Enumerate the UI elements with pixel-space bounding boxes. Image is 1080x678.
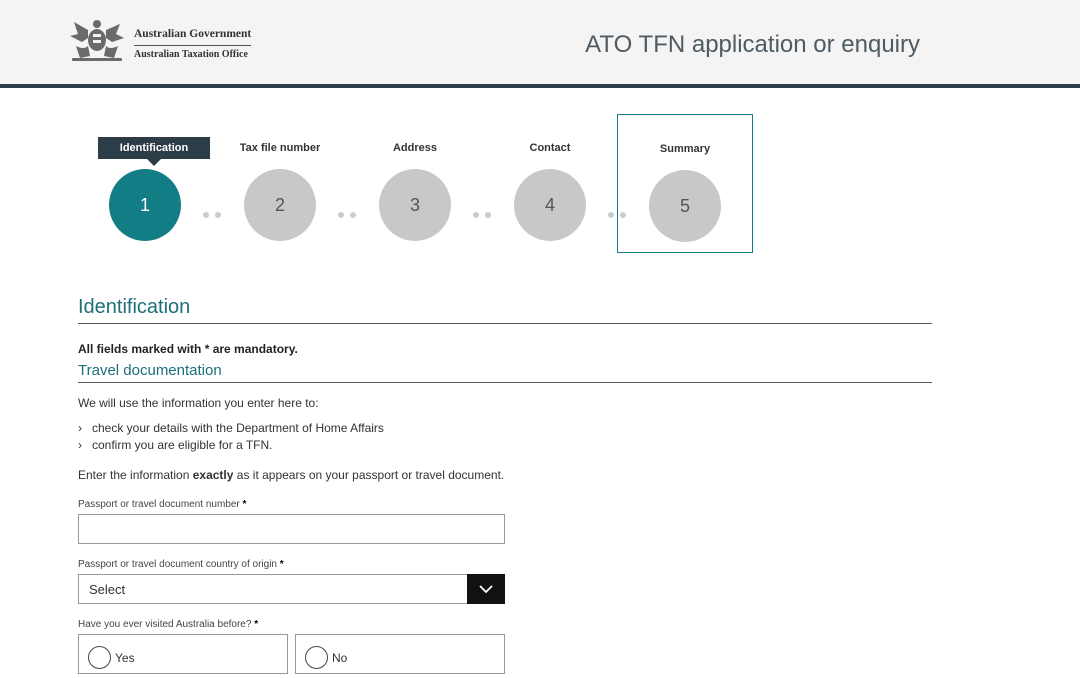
instruction-text: Enter the information <box>78 468 193 482</box>
select-dropdown-button[interactable] <box>467 574 505 604</box>
field-label-text: Passport or travel document number <box>78 499 240 510</box>
passport-number-label <box>78 499 932 510</box>
required-marker: * <box>254 619 259 630</box>
radio-label: Yes <box>115 651 135 665</box>
required-marker: * <box>242 499 247 510</box>
instruction-text: as it appears on your passport or travel document. <box>233 468 505 482</box>
chevron-right-icon: › <box>78 438 82 452</box>
radio-label: No <box>332 651 348 665</box>
mandatory-note: All fields marked with * are mandatory. <box>78 342 298 356</box>
logo-line-government: Australian Government <box>134 29 251 46</box>
intro-text: We will use the information you enter here to: <box>78 396 319 410</box>
progress-stepper <box>0 112 1080 262</box>
step-number: 1 <box>109 169 181 241</box>
country-label <box>78 559 932 570</box>
field-label-text: Have you ever visited Australia before? <box>78 619 252 630</box>
step-label: Summary <box>659 143 711 155</box>
form-content <box>78 296 932 674</box>
step-address[interactable] <box>347 112 483 252</box>
page-header <box>0 0 1080 88</box>
passport-number-input[interactable] <box>78 514 505 544</box>
radio-option-yes[interactable] <box>78 634 288 674</box>
coat-of-arms-icon <box>66 16 128 62</box>
subsection-title: Travel documentation <box>78 362 932 383</box>
list-item <box>78 420 932 437</box>
country-select[interactable] <box>78 574 505 604</box>
step-number: 4 <box>514 169 586 241</box>
logo-line-ato: Australian Taxation Office <box>134 48 248 60</box>
ato-logo[interactable] <box>66 16 256 62</box>
logo-text <box>134 29 251 60</box>
step-label: Identification <box>98 137 210 159</box>
step-number: 2 <box>244 169 316 241</box>
chevron-right-icon: › <box>78 421 82 435</box>
step-label: Address <box>392 142 438 154</box>
exact-instruction <box>78 468 932 482</box>
section-title: Identification <box>78 296 932 324</box>
radio-option-no[interactable] <box>295 634 505 674</box>
step-summary[interactable] <box>617 114 753 253</box>
bullet-list <box>78 420 932 454</box>
step-label: Tax file number <box>239 142 321 154</box>
app-title: ATO TFN application or enquiry <box>585 31 920 58</box>
step-label: Contact <box>529 142 571 154</box>
step-contact[interactable] <box>482 112 618 252</box>
step-tax-file-number[interactable] <box>212 112 348 252</box>
step-identification[interactable] <box>77 112 213 252</box>
visited-label <box>78 619 932 630</box>
list-item-text: confirm you are eligible for a TFN. <box>92 438 273 452</box>
step-number: 5 <box>649 170 721 242</box>
required-marker: * <box>279 559 284 570</box>
radio-button[interactable] <box>88 646 111 669</box>
field-label-text: Passport or travel document country of origin <box>78 559 277 570</box>
list-item-text: check your details with the Department of Home Affairs <box>92 421 384 435</box>
radio-button[interactable] <box>305 646 328 669</box>
select-value: Select <box>89 582 126 597</box>
visited-radio-group <box>78 634 932 674</box>
step-number: 3 <box>379 169 451 241</box>
list-item <box>78 437 932 454</box>
instruction-emphasis: exactly <box>192 468 234 482</box>
chevron-down-icon <box>479 585 493 593</box>
